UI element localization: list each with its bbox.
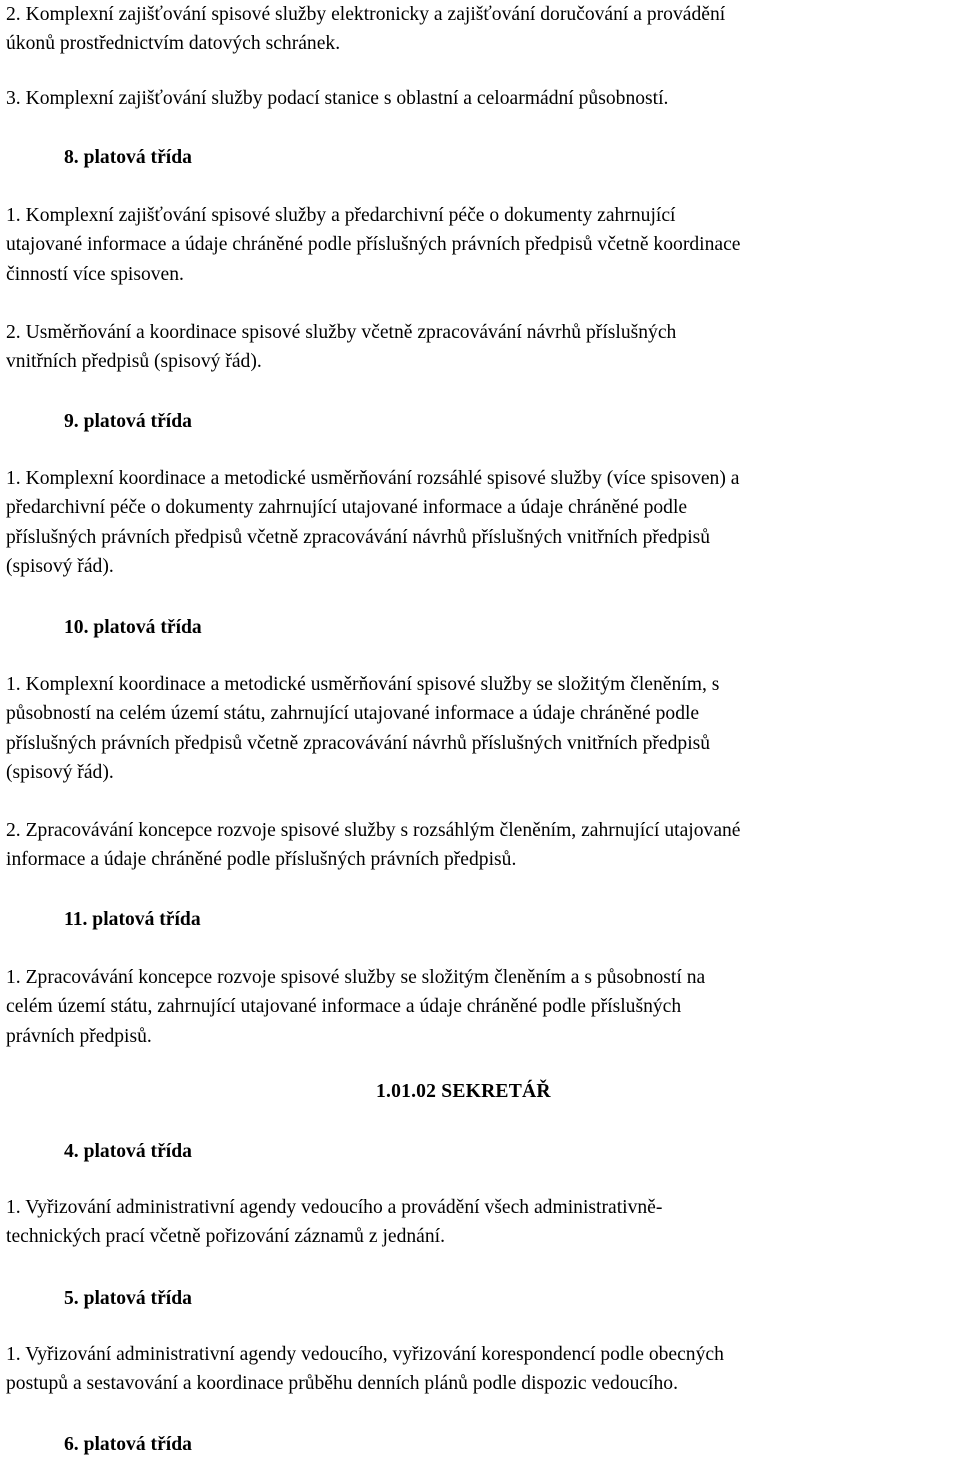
paragraph-line: právních předpisů. — [6, 1025, 152, 1047]
pay-grade-heading: 5. platová třída — [64, 1288, 192, 1309]
paragraph-line: 1. Komplexní zajišťování spisové služby a předarchivní péče o dokumenty zahrnující — [6, 205, 676, 226]
paragraph — [6, 963, 960, 1051]
paragraph — [6, 318, 960, 377]
paragraph-line: 2. Usměrňování a koordinace spisové služby včetně zpracovávání návrhů příslušných — [6, 322, 677, 343]
pay-grade-heading: 9. platová třída — [64, 411, 192, 432]
pay-grade-heading: 8. platová třída — [64, 147, 192, 168]
paragraph-line: působností na celém území státu, zahrnující utajované informace a údaje chráněné podle — [6, 703, 700, 725]
pay-grade-heading: 10. platová třída — [64, 617, 202, 638]
paragraph-line: utajované informace a údaje chráněné podle příslušných právních předpisů včetně koordinace — [6, 234, 741, 256]
paragraph-line: celém území státu, zahrnující utajované informace a údaje chráněné podle příslušných — [6, 996, 682, 1018]
pay-grade-heading: 4. platová třída — [64, 1141, 192, 1162]
paragraph-line: příslušných právních předpisů včetně zpracovávání návrhů příslušných vnitřních předpisů — [6, 732, 711, 754]
paragraph-line: informace a údaje chráněné podle příslušných právních předpisů. — [6, 849, 517, 871]
paragraph-line: 1. Komplexní koordinace a metodické usměrňování rozsáhlé spisové služby (více spisoven) a — [6, 468, 740, 489]
paragraph-line: 1. Zpracovávání koncepce rozvoje spisové služby se složitým členěním a s působností na — [6, 967, 706, 988]
paragraph — [6, 0, 960, 59]
paragraph — [6, 1193, 960, 1252]
paragraph-line: technických prací včetně pořizování záznamů z jednání. — [6, 1226, 446, 1248]
paragraph-line: (spisový řád). — [6, 761, 114, 783]
section-title: 1.01.02 SEKRETÁŘ — [376, 1081, 551, 1102]
pay-grade-heading: 6. platová třída — [64, 1434, 192, 1455]
paragraph — [6, 464, 960, 581]
paragraph-line: 1. Vyřizování administrativní agendy vedoucího a provádění všech administrativně- — [6, 1197, 663, 1218]
paragraph-line: 1. Komplexní koordinace a metodické usměrňování spisové služby se složitým členěním, s — [6, 674, 720, 695]
paragraph — [6, 670, 960, 787]
paragraph-line: příslušných právních předpisů včetně zpracovávání návrhů příslušných vnitřních předpisů — [6, 526, 711, 548]
paragraph-line: (spisový řád). — [6, 555, 114, 577]
paragraph-line: 2. Zpracovávání koncepce rozvoje spisové služby s rozsáhlým členěním, zahrnující utajované — [6, 820, 741, 841]
paragraph — [6, 1340, 960, 1399]
pay-grade-heading: 11. platová třída — [64, 909, 201, 930]
paragraph-line: vnitřních předpisů (spisový řád). — [6, 351, 262, 373]
paragraph-line: činností více spisoven. — [6, 263, 184, 285]
paragraph — [6, 84, 960, 113]
paragraph — [6, 816, 960, 875]
paragraph-line: 3. Komplexní zajišťování služby podací stanice s oblastní a celoarmádní působností. — [6, 88, 669, 109]
paragraph-line: předarchivní péče o dokumenty zahrnující utajované informace a údaje chráněné podle — [6, 497, 688, 519]
paragraph-line: úkonů prostřednictvím datových schránek. — [6, 33, 341, 55]
paragraph — [6, 201, 960, 289]
paragraph-line: 1. Vyřizování administrativní agendy vedoucího, vyřizování korespondencí podle obecných — [6, 1344, 724, 1365]
paragraph-line: 2. Komplexní zajišťování spisové služby elektronicky a zajišťování doručování a provádění — [6, 4, 726, 25]
paragraph-line: postupů a sestavování a koordinace průběhu denních plánů podle dispozic vedoucího. — [6, 1373, 678, 1395]
